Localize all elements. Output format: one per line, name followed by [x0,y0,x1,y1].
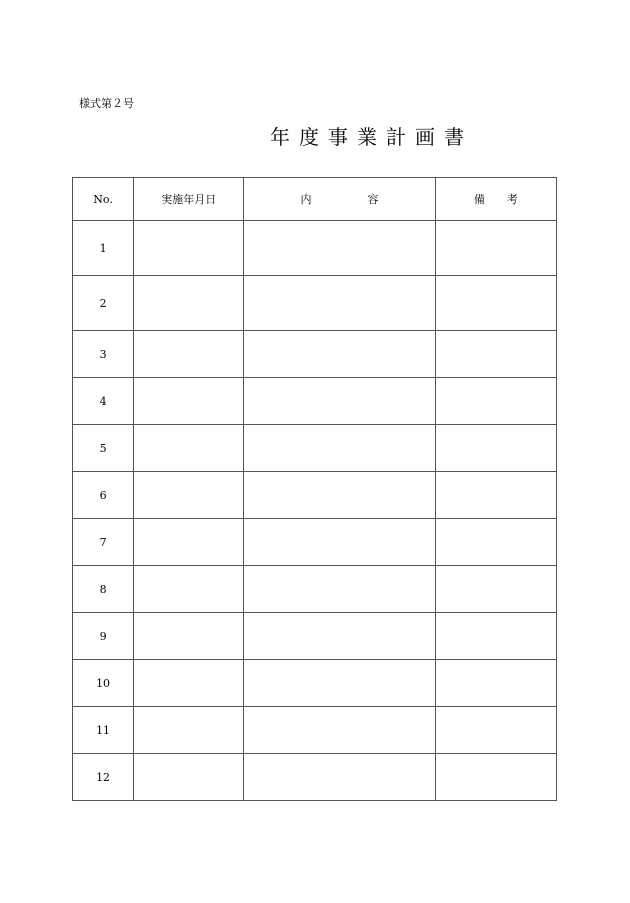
content-cell[interactable] [244,660,435,707]
form-number: 様式第２号 [79,97,134,110]
row-number: 8 [73,566,134,613]
date-cell[interactable] [134,660,244,707]
date-cell[interactable] [134,378,244,425]
table-row [73,519,557,566]
row-number: 10 [73,660,134,707]
row-number: 12 [73,754,134,801]
row-number: 5 [73,425,134,472]
remarks-cell[interactable] [435,331,556,378]
row-number: 4 [73,378,134,425]
table-row [73,660,557,707]
remarks-cell[interactable] [435,613,556,660]
content-cell[interactable] [244,519,435,566]
remarks-cell[interactable] [435,221,556,276]
content-cell[interactable] [244,378,435,425]
header-content-part-2: 容 [367,193,379,206]
remarks-cell[interactable] [435,378,556,425]
remarks-cell[interactable] [435,425,556,472]
row-number: 2 [73,276,134,331]
content-cell[interactable] [244,425,435,472]
date-cell[interactable] [134,425,244,472]
header-remarks-part-2: 考 [506,193,518,206]
header-no: No. [73,178,134,221]
header-date: 実施年月日 [134,178,244,221]
row-number: 9 [73,613,134,660]
content-cell[interactable] [244,331,435,378]
content-cell[interactable] [244,276,435,331]
table-row [73,276,557,331]
date-cell[interactable] [134,707,244,754]
remarks-cell[interactable] [435,519,556,566]
table-row [73,425,557,472]
remarks-cell[interactable] [435,707,556,754]
remarks-cell[interactable] [435,472,556,519]
content-cell[interactable] [244,566,435,613]
content-cell[interactable] [244,472,435,519]
date-cell[interactable] [134,566,244,613]
remarks-cell[interactable] [435,754,556,801]
table-row [73,378,557,425]
table-header-row [73,178,557,221]
date-cell[interactable] [134,754,244,801]
table-row [73,221,557,276]
remarks-cell[interactable] [435,276,556,331]
header-content-part-1: 内 [300,193,312,206]
content-cell[interactable] [244,613,435,660]
row-number: 6 [73,472,134,519]
content-cell[interactable] [244,221,435,276]
header-remarks-part-1: 備 [473,193,485,206]
date-cell[interactable] [134,613,244,660]
date-cell[interactable] [134,221,244,276]
date-cell[interactable] [134,331,244,378]
content-cell[interactable] [244,754,435,801]
table-row [73,754,557,801]
remarks-cell[interactable] [435,566,556,613]
row-number: 3 [73,331,134,378]
document-title: 年度事業計画書 [270,125,473,149]
table-row [73,613,557,660]
table-row [73,331,557,378]
remarks-cell[interactable] [435,660,556,707]
table-row [73,566,557,613]
table-row [73,707,557,754]
content-cell[interactable] [244,707,435,754]
date-cell[interactable] [134,472,244,519]
row-number: 7 [73,519,134,566]
row-number: 11 [73,707,134,754]
row-number: 1 [73,221,134,276]
date-cell[interactable] [134,276,244,331]
plan-table [72,177,557,801]
header-content [244,178,435,221]
header-remarks [435,178,556,221]
table-row [73,472,557,519]
date-cell[interactable] [134,519,244,566]
